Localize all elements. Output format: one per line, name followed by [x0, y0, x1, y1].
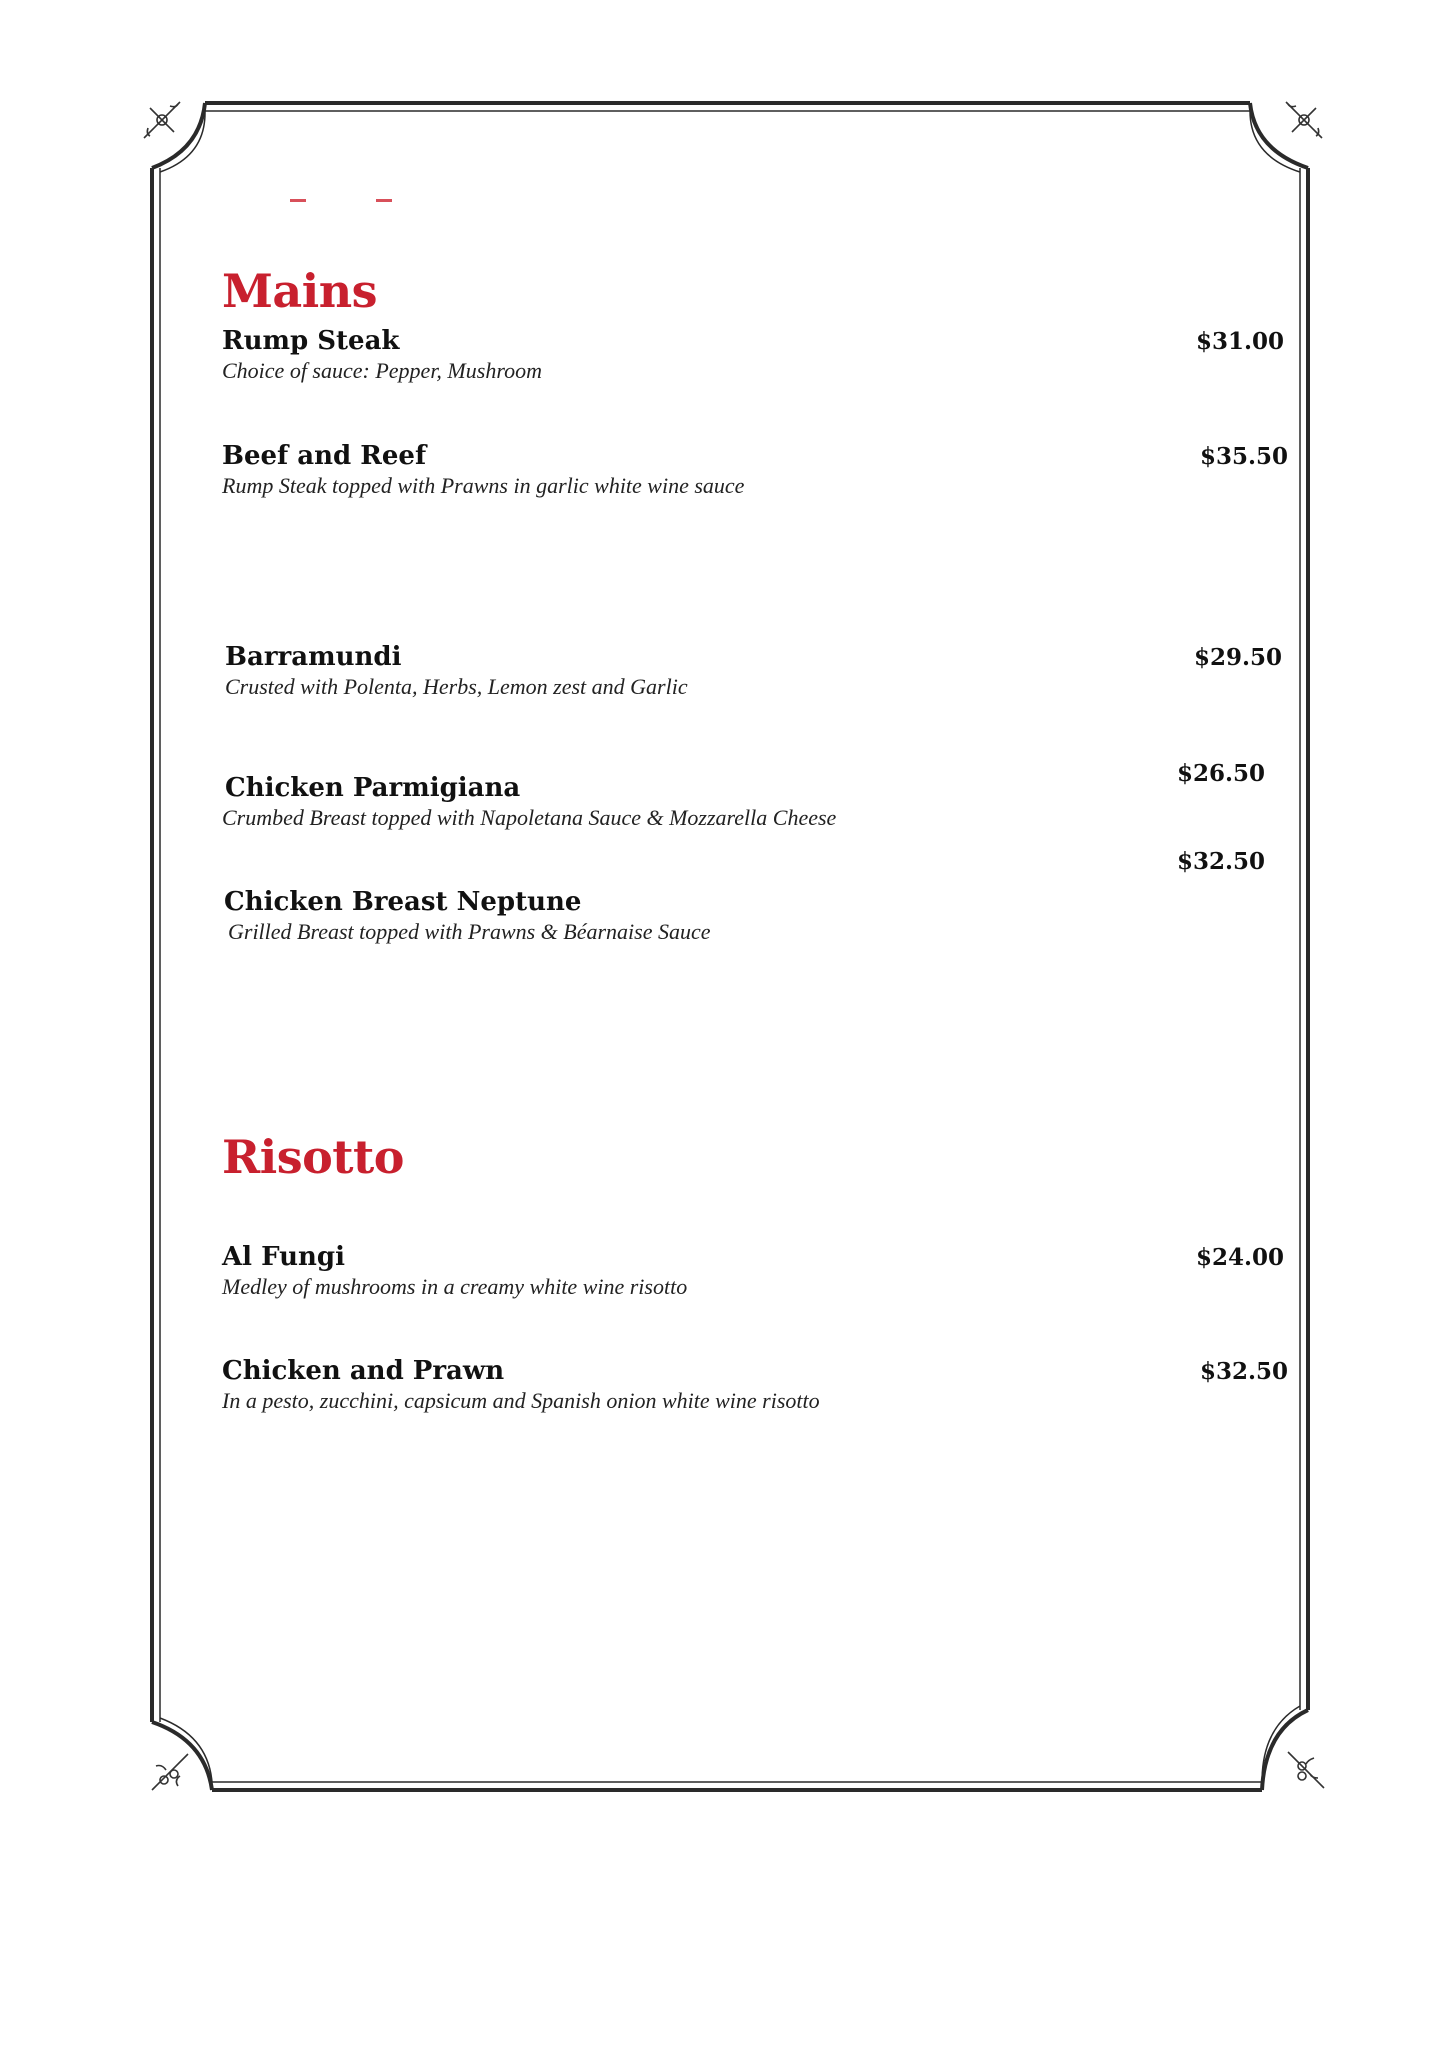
section-title-risotto: Risotto [222, 1130, 404, 1184]
item-price: $31.00 [1196, 328, 1285, 355]
item-price: $29.50 [1194, 644, 1283, 671]
item-price: $32.50 [1200, 1358, 1289, 1385]
item-price: $32.50 [1177, 848, 1266, 875]
item-description: Crumbed Breast topped with Napoletana Sauce & Mozzarella Cheese [222, 805, 837, 830]
item-name: Al Fungi [222, 1242, 345, 1272]
item-description: Rump Steak topped with Prawns in garlic white wine sauce [222, 473, 745, 498]
item-description: Medley of mushrooms in a creamy white wine risotto [222, 1274, 688, 1299]
item-name: Barramundi [225, 642, 402, 672]
item-price: $24.00 [1196, 1244, 1285, 1271]
item-description: Crusted with Polenta, Herbs, Lemon zest and Garlic [225, 674, 688, 699]
item-description: Grilled Breast topped with Prawns & Béarnaise Sauce [228, 919, 711, 944]
decorative-mark [376, 199, 392, 202]
section-title-mains: Mains [222, 264, 378, 318]
decorative-mark [290, 199, 306, 202]
floral-corner-icon [1282, 98, 1326, 142]
floral-corner-icon [148, 1750, 192, 1794]
item-name: Beef and Reef [222, 441, 427, 471]
item-description: In a pesto, zucchini, capsicum and Spanish onion white wine risotto [222, 1388, 820, 1413]
floral-corner-icon [1284, 1748, 1328, 1792]
floral-corner-icon [140, 98, 184, 142]
item-price: $26.50 [1177, 760, 1266, 787]
item-name: Chicken and Prawn [222, 1356, 505, 1386]
item-name: Chicken Parmigiana [225, 773, 521, 803]
item-description: Choice of sauce: Pepper, Mushroom [222, 358, 542, 383]
item-price: $35.50 [1200, 443, 1289, 470]
item-name: Rump Steak [222, 326, 400, 356]
item-name: Chicken Breast Neptune [224, 887, 582, 917]
